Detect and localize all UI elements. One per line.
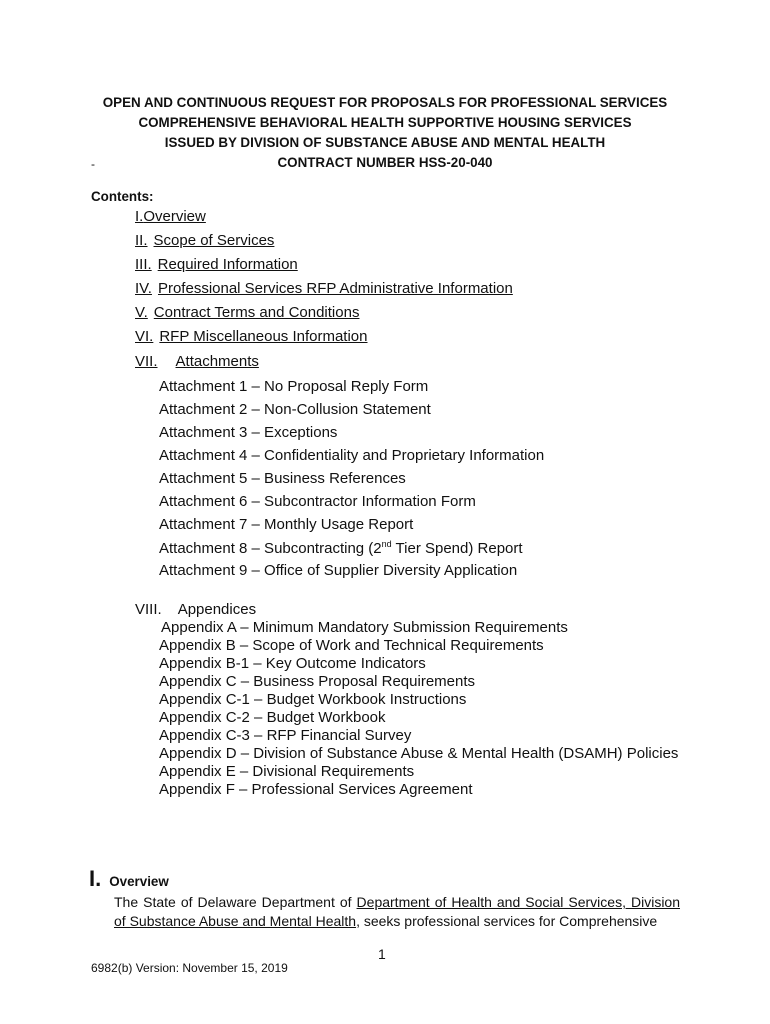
appendix-b: Appendix B – Scope of Work and Technical Requirements	[159, 637, 544, 654]
attachment-5: Attachment 5 – Business References	[159, 470, 406, 487]
toc-number: III.	[135, 256, 152, 273]
toc-link-miscellaneous[interactable]	[135, 328, 368, 345]
attachment-1: Attachment 1 – No Proposal Reply Form	[159, 378, 429, 395]
attachment-2: Attachment 2 – Non-Collusion Statement	[159, 401, 431, 418]
toc-label: Required Information	[157, 256, 298, 273]
ordinal-superscript: nd	[381, 539, 392, 549]
appendix-c1: Appendix C-1 – Budget Workbook Instructions	[159, 691, 467, 708]
toc-link-required-information[interactable]	[135, 256, 298, 273]
toc-label: Scope of Services	[153, 232, 275, 249]
toc-label: Professional Services RFP Administrative Information	[157, 280, 513, 297]
appendix-a: Appendix A – Minimum Mandatory Submission Requirements	[161, 619, 568, 636]
toc-label: Contract Terms and Conditions	[153, 304, 360, 321]
title-line-4: CONTRACT NUMBER HSS-20-040	[277, 155, 493, 170]
appendices-number: VIII.	[135, 601, 162, 618]
title-line-2: COMPREHENSIVE BEHAVIORAL HEALTH SUPPORTIVE HOUSING SERVICES	[138, 115, 632, 130]
document-title	[70, 93, 700, 173]
agency-link[interactable]: Department of Health and Social Services, Division of Substance Abuse and Mental Health	[114, 894, 680, 929]
section-title: Overview	[109, 874, 169, 889]
attachment-8-text: Attachment 8 – Subcontracting (2	[159, 540, 382, 557]
overview-paragraph	[114, 893, 680, 931]
title-line-1: OPEN AND CONTINUOUS REQUEST FOR PROPOSALS FOR PROFESSIONAL SERVICES	[102, 95, 668, 110]
contents-heading: Contents:	[91, 189, 154, 204]
toc-number: V.	[135, 304, 148, 321]
toc-label: RFP Miscellaneous Information	[159, 328, 368, 345]
attachment-6: Attachment 6 – Subcontractor Information Form	[159, 493, 476, 510]
toc-number: II.	[135, 232, 148, 249]
attachment-3: Attachment 3 – Exceptions	[159, 424, 338, 441]
appendix-e: Appendix E – Divisional Requirements	[159, 763, 415, 780]
appendix-c3: Appendix C-3 – RFP Financial Survey	[159, 727, 412, 744]
appendices-label: Appendices	[177, 601, 257, 618]
toc-number: I.	[135, 208, 144, 225]
toc-label: Overview	[143, 208, 206, 225]
page-number: 1	[378, 946, 386, 962]
toc-link-overview[interactable]	[135, 208, 206, 225]
attachment-8	[159, 539, 523, 557]
paragraph-text: The State of Delaware Department of	[114, 894, 357, 910]
toc-number: VI.	[135, 328, 154, 345]
attachment-8-text-end: Tier Spend) Report	[391, 540, 523, 557]
appendix-f: Appendix F – Professional Services Agreement	[159, 781, 473, 798]
dash-mark: -	[91, 157, 95, 171]
toc-number: IV.	[135, 280, 152, 297]
attachment-7: Attachment 7 – Monthly Usage Report	[159, 516, 414, 533]
section-heading	[89, 866, 169, 892]
appendices-heading	[135, 601, 256, 618]
appendix-c: Appendix C – Business Proposal Requirements	[159, 673, 476, 690]
toc-label: Attachments	[175, 353, 259, 370]
attachment-9: Attachment 9 – Office of Supplier Diversity Application	[159, 562, 518, 579]
version-footer: 6982(b) Version: November 15, 2019	[91, 961, 288, 975]
toc-number: VII.	[135, 353, 158, 370]
title-line-3: ISSUED BY DIVISION OF SUBSTANCE ABUSE AND MENTAL HEALTH	[164, 135, 606, 150]
appendix-b1: Appendix B-1 – Key Outcome Indicators	[159, 655, 426, 672]
section-number: I.	[89, 866, 102, 891]
attachment-4: Attachment 4 – Confidentiality and Proprietary Information	[159, 447, 545, 464]
appendix-d: Appendix D – Division of Substance Abuse & Mental Health (DSAMH) Policies	[159, 745, 679, 762]
appendix-c2: Appendix C-2 – Budget Workbook	[159, 709, 386, 726]
toc-link-attachments[interactable]	[135, 353, 259, 370]
paragraph-text-end: , seeks professional services for Comprehensive	[356, 913, 658, 929]
toc-link-scope[interactable]	[135, 232, 274, 249]
toc-link-administrative[interactable]	[135, 280, 513, 297]
toc-link-contract-terms[interactable]	[135, 304, 359, 321]
